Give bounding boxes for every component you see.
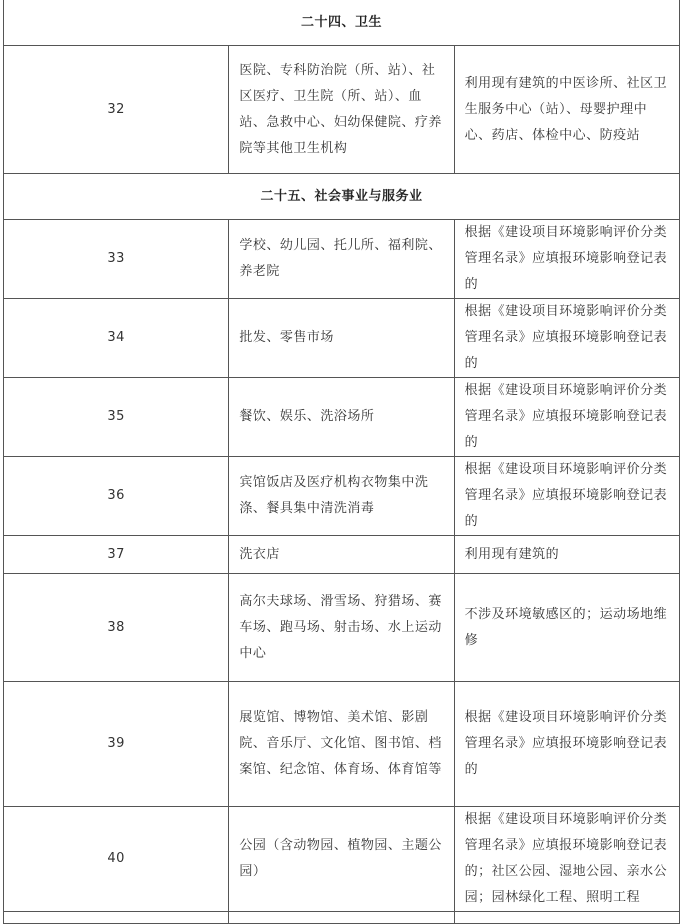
project-category: 学校、幼儿园、托儿所、福利院、养老院 [229, 220, 454, 299]
table-row [4, 536, 680, 574]
section-row-health [4, 0, 680, 46]
row-number: 38 [4, 574, 229, 682]
section-row-social-services [4, 174, 680, 220]
row-number: 39 [4, 682, 229, 807]
industry-classification-table [3, 0, 680, 924]
project-condition: 根据《建设项目环境影响评价分类管理名录》应填报环境影响登记表的 [454, 220, 679, 299]
table-row [4, 457, 680, 536]
table-row-continuation [4, 912, 680, 924]
project-category: 公园（含动物园、植物园、主题公园） [229, 807, 454, 912]
row-number: 37 [4, 536, 229, 574]
project-condition: 根据《建设项目环境影响评价分类管理名录》应填报环境影响登记表的 [454, 682, 679, 807]
project-condition: 利用现有建筑的中医诊所、社区卫生服务中心（站）、母婴护理中心、药店、体检中心、防疫站 [454, 46, 679, 174]
row-number: 32 [4, 46, 229, 174]
project-category: 餐饮、娱乐、洗浴场所 [229, 378, 454, 457]
section-heading: 二十五、社会事业与服务业 [4, 174, 680, 220]
empty-cell [4, 912, 229, 924]
section-heading: 二十四、卫生 [4, 0, 680, 46]
project-category: 展览馆、博物馆、美术馆、影剧院、音乐厅、文化馆、图书馆、档案馆、纪念馆、体育场、体育馆等 [229, 682, 454, 807]
project-category: 批发、零售市场 [229, 299, 454, 378]
row-number: 33 [4, 220, 229, 299]
table-row [4, 682, 680, 807]
empty-cell [454, 912, 679, 924]
row-number: 36 [4, 457, 229, 536]
project-category: 高尔夫球场、滑雪场、狩猎场、赛车场、跑马场、射击场、水上运动中心 [229, 574, 454, 682]
row-number: 40 [4, 807, 229, 912]
row-number: 34 [4, 299, 229, 378]
table-row [4, 46, 680, 174]
project-condition: 根据《建设项目环境影响评价分类管理名录》应填报环境影响登记表的 [454, 457, 679, 536]
project-category: 医院、专科防治院（所、站）、社区医疗、卫生院（所、站）、血站、急救中心、妇幼保健院、疗养院等其他卫生机构 [229, 46, 454, 174]
project-category: 洗衣店 [229, 536, 454, 574]
project-category: 宾馆饭店及医疗机构衣物集中洗涤、餐具集中清洗消毒 [229, 457, 454, 536]
table-row [4, 807, 680, 912]
table-row [4, 299, 680, 378]
row-number: 35 [4, 378, 229, 457]
empty-cell [229, 912, 454, 924]
table-row [4, 574, 680, 682]
table-row [4, 378, 680, 457]
project-condition: 根据《建设项目环境影响评价分类管理名录》应填报环境影响登记表的 [454, 378, 679, 457]
table-row [4, 220, 680, 299]
project-condition: 不涉及环境敏感区的；运动场地维修 [454, 574, 679, 682]
project-condition: 根据《建设项目环境影响评价分类管理名录》应填报环境影响登记表的；社区公园、湿地公园、亲水公园；园林绿化工程、照明工程 [454, 807, 679, 912]
project-condition: 利用现有建筑的 [454, 536, 679, 574]
project-condition: 根据《建设项目环境影响评价分类管理名录》应填报环境影响登记表的 [454, 299, 679, 378]
